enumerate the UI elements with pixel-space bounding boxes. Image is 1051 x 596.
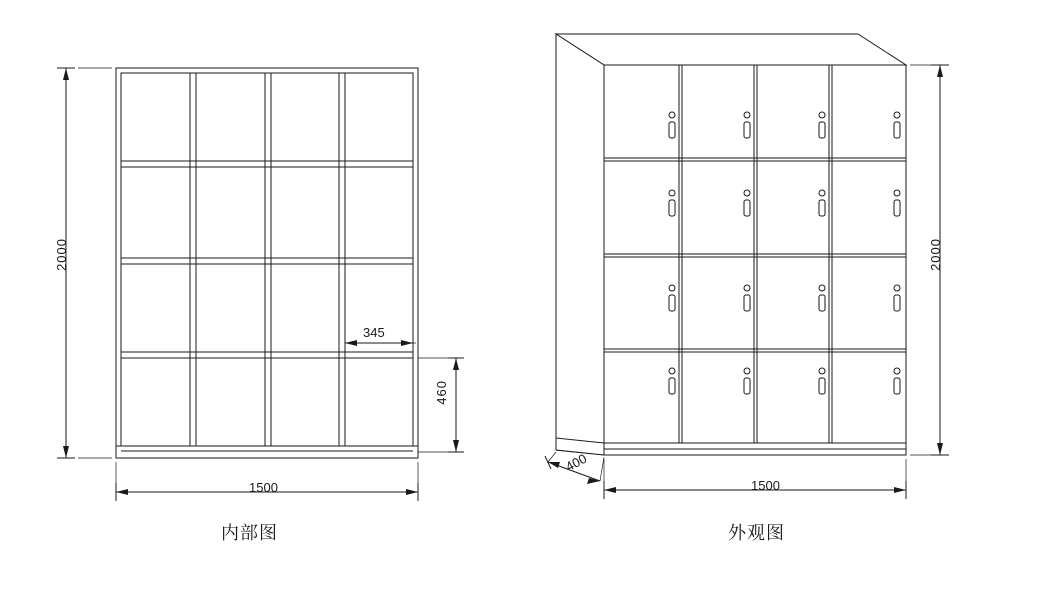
internal-view-cabinet bbox=[116, 68, 418, 458]
dimension-label-height-left: 2000 bbox=[54, 238, 69, 271]
dimension-label-cell-height: 460 bbox=[434, 380, 449, 405]
dimension-label-width-left: 1500 bbox=[249, 480, 278, 495]
dimension-cell-height bbox=[418, 358, 464, 452]
dimension-label-height-right: 2000 bbox=[928, 238, 943, 271]
caption-internal-view: 内部图 bbox=[221, 523, 278, 543]
caption-exterior-view: 外观图 bbox=[728, 523, 785, 543]
exterior-view-cabinet bbox=[556, 34, 906, 455]
dimension-label-depth-right: 400 bbox=[563, 450, 590, 475]
dimension-label-width-right: 1500 bbox=[751, 478, 780, 493]
dimension-label-cell-width: 345 bbox=[363, 325, 385, 340]
